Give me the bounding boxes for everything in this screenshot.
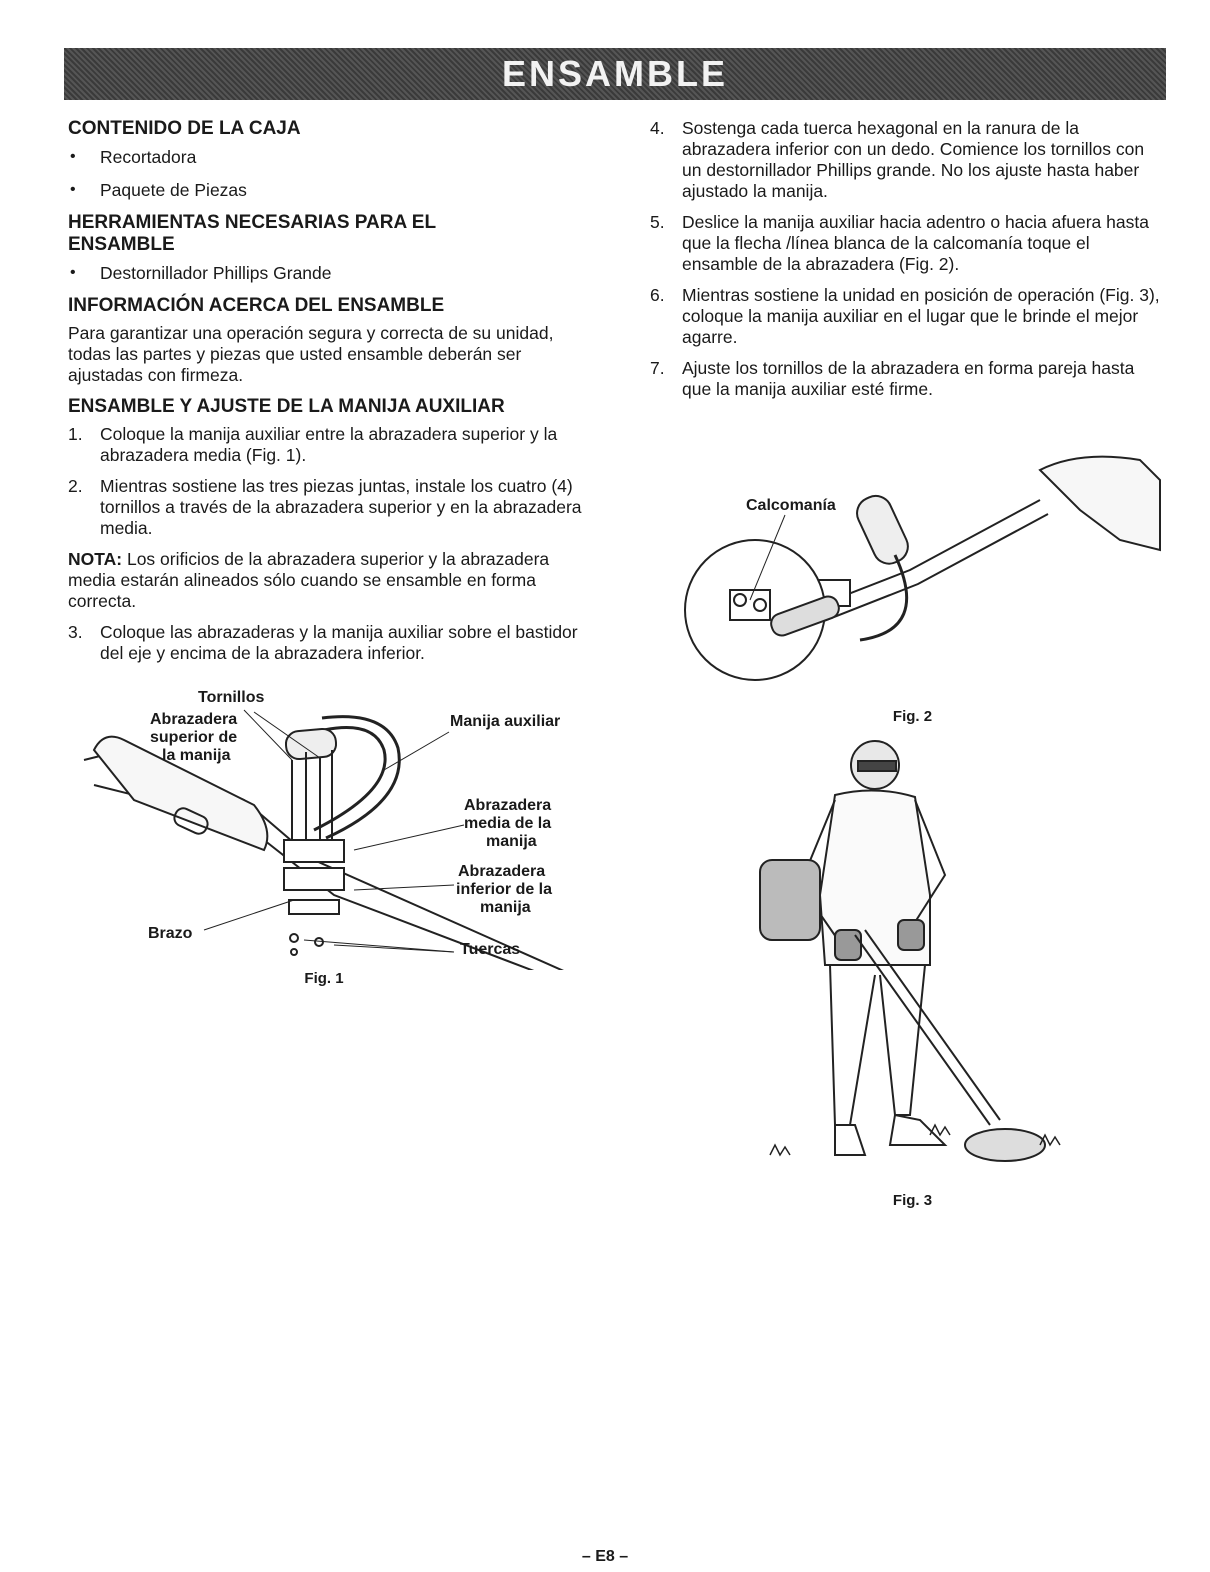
label-calcomania: Calcomanía: [746, 497, 836, 514]
step-text: Ajuste los tornillos de la abrazadera en forma pareja hasta que la manija auxiliar esté firme.: [682, 358, 1135, 399]
page-number: – E8 –: [581, 1548, 629, 1565]
figure-3: [660, 735, 1165, 1215]
step-text: Mientras sostiene las tres piezas juntas, instale los cuatro (4) tornillos a través de la abrazadera superior y en la abrazadera media.: [100, 476, 582, 538]
info-paragraph: Para garantizar una operación segura y correcta de su unidad, todas las partes y piezas que usted ensamble deberán ser ajustadas con firmeza.: [68, 323, 554, 385]
handle-heading: ENSAMBLE Y AJUSTE DE LA MANIJA AUXILIAR: [68, 396, 505, 417]
label-tornillos: Tornillos: [198, 689, 265, 706]
tools-heading: HERRAMIENTAS NECESARIAS PARA EL ENSAMBLE: [68, 212, 436, 255]
handle-steps: [68, 424, 588, 539]
step-text: Deslice la manija auxiliar hacia adentro o hacia afuera hasta que la flecha /línea blanca de la calcomanía toque el ensamble de la abrazadera (Fig. 2).: [682, 212, 1149, 274]
banner-title: ENSAMBLE: [501, 53, 728, 94]
label-manija-auxiliar: Manija auxiliar: [450, 713, 561, 730]
step-number: 1.: [68, 424, 83, 444]
label-abrazadera-inferior: inferior de la: [456, 881, 553, 898]
step-text: Coloque la manija auxiliar entre la abrazadera superior y la abrazadera media (Fig. 1).: [100, 424, 558, 465]
step-text: Coloque las abrazaderas y la manija auxiliar sobre el bastidor del eje y encima de la abrazadera inferior.: [100, 622, 578, 663]
right-column: [650, 118, 1166, 410]
label-abrazadera-inferior: manija: [480, 899, 531, 916]
step-item: [650, 285, 1166, 348]
list-item: • Recortadora: [68, 146, 588, 168]
step-number: 7.: [650, 358, 665, 378]
step-number: 3.: [68, 622, 83, 642]
handle-step3: [68, 622, 588, 664]
figure-1: [64, 690, 584, 1000]
contents-heading: CONTENIDO DE LA CAJA: [68, 118, 301, 139]
handle-steps-right: [650, 118, 1166, 400]
note-label: NOTA:: [68, 549, 123, 569]
step-item: [650, 118, 1166, 202]
label-abrazadera-media: Abrazadera: [464, 797, 552, 814]
fig1-caption: Fig. 1: [304, 970, 344, 987]
step-item: [68, 622, 588, 664]
section-banner: [64, 48, 1166, 100]
info-heading: INFORMACIÓN ACERCA DEL ENSAMBLE: [68, 295, 445, 316]
label-abrazadera-media: media de la: [464, 815, 552, 832]
fig2-caption: Fig. 2: [892, 708, 933, 725]
step-number: 2.: [68, 476, 83, 496]
list-item: • Destornillador Phillips Grande: [68, 262, 588, 284]
label-abrazadera-media: manija: [486, 833, 537, 850]
step-item: [68, 476, 588, 539]
fig3-caption: Fig. 3: [892, 1192, 933, 1209]
figure-2: [660, 440, 1165, 730]
step-text: Mientras sostiene la unidad en posición de operación (Fig. 3), coloque la manija auxiliar en el lugar que le brinde el mejor agarre.: [682, 285, 1160, 347]
step-item: [650, 358, 1166, 400]
label-abrazadera-superior: la manija: [162, 747, 231, 764]
tools-list: [68, 262, 588, 284]
left-column: [68, 118, 588, 674]
list-item: • Paquete de Piezas: [68, 179, 588, 201]
step-number: 4.: [650, 118, 665, 138]
label-abrazadera-inferior: Abrazadera: [458, 863, 546, 880]
label-brazo: Brazo: [148, 925, 193, 942]
fig2-illustration: [660, 440, 1165, 690]
step-number: 6.: [650, 285, 665, 305]
contents-list: [68, 146, 588, 201]
note-paragraph: [68, 549, 588, 612]
label-tuercas: Tuercas: [460, 941, 521, 958]
step-item: [650, 212, 1166, 275]
label-abrazadera-superior: Abrazadera: [150, 711, 238, 728]
step-text: Sostenga cada tuerca hexagonal en la ranura de la abrazadera inferior con un dedo. Comience los tornillos con un destornillador Phillips grande. No los ajuste hasta haber ajustado la manija.: [682, 118, 1145, 201]
step-item: [68, 424, 588, 466]
label-abrazadera-superior: superior de: [150, 729, 238, 746]
fig3-illustration: [660, 735, 1165, 1185]
note-text: Los orificios de la abrazadera superior y la abrazadera media estarán alineados sólo cuando se ensamble en forma correcta.: [68, 549, 550, 611]
step-number: 5.: [650, 212, 665, 232]
